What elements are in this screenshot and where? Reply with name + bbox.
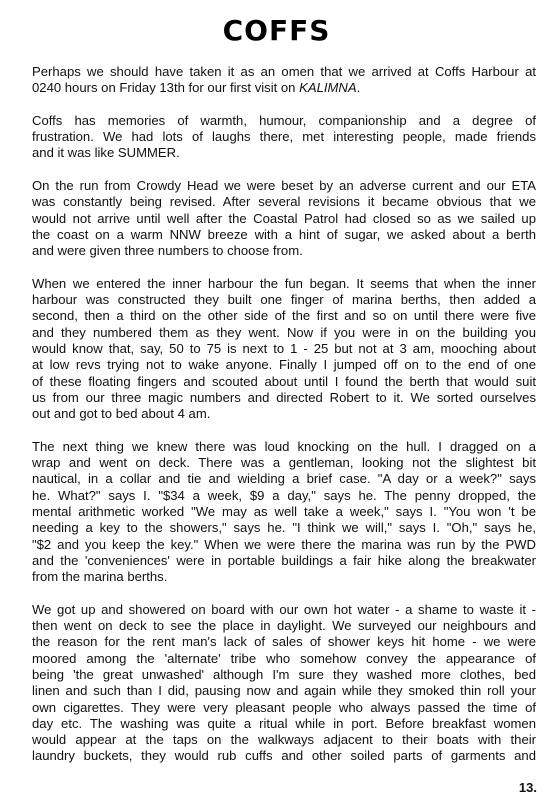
text-segment: 0240 hours on Friday 13th for our first visit on: [32, 80, 300, 96]
text-line: us from our three magic numbers and directed Robert to it. We sorted ourselves: [32, 389, 536, 405]
text-line: nautical, in a collar and tie and wielding a brief case. "A day or a week?" says: [32, 471, 536, 487]
text-line: was constantly being revised. After several revisions it became obvious that we: [32, 194, 536, 210]
text-segment: .: [356, 80, 361, 96]
text-line: moored among the 'alternate' tribe who somehow convey the appearance of: [32, 650, 536, 666]
text-line: second, then a third on the other side of the first and so on until there were five: [32, 308, 536, 324]
text-line: own cigarettes. They were very pleasant people who always passed the time of: [32, 699, 536, 715]
text-line: frustration. We had lots of laughs there, met interesting people, made friends: [32, 129, 536, 145]
text-line: would know that, say, 50 to 75 is next to 1 - 25 but not at 3 am, mooching about: [32, 341, 536, 357]
text-line: the coast on a warm NNW breeze with a hint of sugar, we asked about a berth: [32, 226, 536, 242]
text-line: of these floating fingers and scouted about until I found the berth that would suit: [32, 373, 536, 389]
text-line: and were given three numbers to choose from.: [32, 243, 303, 259]
text-line: When we entered the inner harbour the fun began. It seems that when the inner: [32, 275, 536, 291]
article-body: [32, 64, 536, 781]
text-line: laundry buckets, they would rub cuffs and other soiled parts of garments and: [32, 748, 536, 764]
text-line: day etc. The washing was quite a ritual while in port. Before breakfast women: [32, 715, 536, 731]
text-line: On the run from Crowdy Head we were beset by an adverse current and our ETA: [32, 178, 536, 194]
paragraph: [32, 276, 536, 423]
text-line: would not arrive until well after the Coastal Patrol had closed so as we sailed up: [32, 210, 536, 226]
page-number: 13.: [518, 780, 537, 795]
paragraph: [32, 64, 536, 97]
text-line: the reason for the rent man's lack of sales of shower keys hit home - we were: [32, 634, 536, 650]
text-line: "$2 and you keep the key." When we were there the marina was run by the PWD: [32, 536, 536, 552]
text-line: linen and such than I did, pausing now and again while they smoked thin roll your: [32, 683, 536, 699]
text-line: mental arithmetic worked "We may as well take a week," says I. "You won 't be: [32, 504, 536, 520]
text-line: and the 'conveniences' were in portable buildings a fair hike along the breakwater: [32, 552, 536, 568]
paragraph: [32, 178, 536, 259]
vessel-name: KALIMNA: [299, 80, 357, 96]
text-line: harbour was constructed they built one finger of marina berths, then added a: [32, 292, 536, 308]
text-line: The next thing we knew there was loud knocking on the hull. I dragged on a: [32, 438, 536, 454]
text-line: out and got to bed about 4 am.: [32, 406, 211, 422]
text-line: We got up and showered on board with our own hot water - a shame to waste it -: [32, 601, 536, 617]
text-line: needing a key to the showers," says he. "I think we will," says I. "Oh," says he,: [32, 520, 536, 536]
text-line: [32, 80, 536, 96]
text-line: at low revs trying not to wake anyone. Finally I jumped off on to the end of one: [32, 357, 536, 373]
paragraph: [32, 439, 536, 586]
page-title: COFFS: [222, 14, 331, 47]
text-line: and they numbered them as they went. Now if you were in on the building you: [32, 324, 536, 340]
paragraph: [32, 602, 536, 765]
text-line: Perhaps we should have taken it as an omen that we arrived at Coffs Harbour at: [32, 64, 536, 79]
text-line: from the marina berths.: [32, 569, 168, 585]
text-line: and it was like SUMMER.: [32, 145, 180, 161]
text-line: then went on deck to see the place in daylight. We surveyed our neighbours and: [32, 618, 536, 634]
paragraph: [32, 113, 536, 162]
text-line: wrap and went on deck. There was a gentleman, looking not the slightest bit: [32, 455, 536, 471]
text-line: being 'the great unwashed' although I'm sure they washed more clothes, bed: [32, 666, 536, 682]
text-line: Coffs has memories of warmth, humour, companionship and a degree of: [32, 112, 536, 128]
text-line: he. What?" says I. "$34 a week, $9 a day," says he. The penny dropped, the: [32, 487, 536, 503]
text-line: would appear at the taps on the walkways adjacent to their boats with their: [32, 732, 536, 748]
